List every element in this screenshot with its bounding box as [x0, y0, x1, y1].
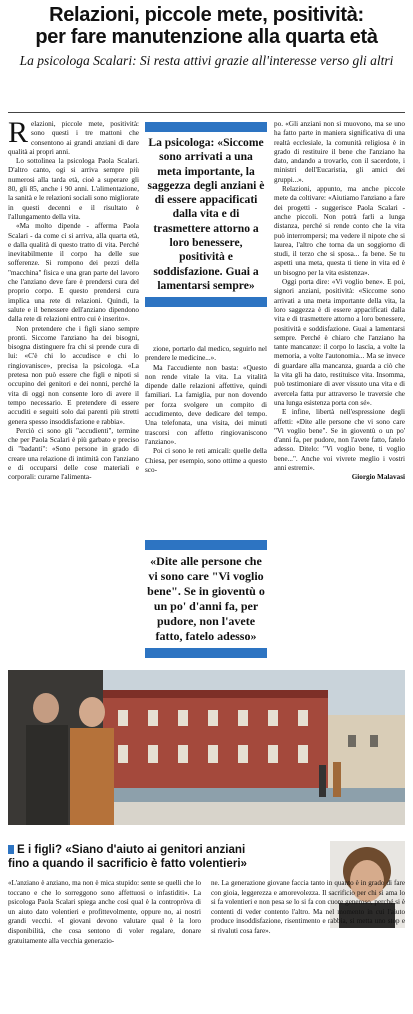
- venice-canal-photo: [8, 670, 405, 825]
- article-column-2: [145, 345, 267, 530]
- lead-paragraph: Relazioni, piccole mete, positività: sono questi i tre mattoni che consentono ai grandi anziani di dare qualità ai propri anni.: [8, 120, 139, 156]
- paragraph: Non pretendere che i figli siano sempre pronti. Siccome l'anziano ha dei bisogni, bisogna distinguere fra chi si prende cura di lui: «C'è chi lo accudisce e chi lo ringiovanisce», precisa la psicologa. «La pretesa non può essere che figli e nipoti si occupino dei genitori e dei nonni, perché la vita di oggi non consente loro di avere il tempo necessario. E pretendere di essere accuditi e seguiti solo dai parenti più stretti genera spesso insoddisfazione e rabbia».: [8, 324, 139, 426]
- byline: Giorgio Malavasi: [351, 473, 405, 482]
- quote-bar: [145, 648, 267, 658]
- paragraph: «Ma molto dipende - afferma Paola Scalari - da come ci si arriva, alla quarta età, e dalla qualità di questo tratto di vita. Perché inevitabilmente il corpo ha delle sue sofferenze. Si rompono dei pezzi della "macchina" fisica e una gran parte del lavoro che l'anziano deve fare è prendersi cura del proprio corpo. E questo prendersi cura implica una rete di relazioni. Quindi, la salute e il benessere dell'anziano dipendono dalla rete di relazioni entro cui è inserito».: [8, 222, 139, 324]
- paragraph: Lo sottolinea la psicologa Paola Scalari. D'altro canto, ogi si arriva sempre più numerosi alla tarda età, cioè a superare gli 80, gli 85, anche i 90 anni. L'alimentazione, la sanità e le relazioni sociali sono migliorate in questi decenni e il risultato è l'allungamento della vita.: [8, 157, 139, 221]
- quote-bar: [145, 297, 267, 307]
- dropcap: R: [8, 120, 29, 149]
- paragraph: Ma l'accudiente non basta: «Questo non rende vitale la vita. La vitalità dipende dalle relazioni affettive, quindi familiari. La famiglia, pur non dovendo per forza svolgere un compito di accudimento, deve dedicare del tempo. Una telefonata, una visita, dei minuti trascorsi con affetto ringiovaniscono l'anziano».: [145, 363, 267, 446]
- box-marker: [8, 845, 14, 854]
- quote-bar: [145, 540, 267, 550]
- top-divider: [8, 112, 405, 113]
- paragraph: po. «Gli anziani non si muovono, ma se uno ha fatto parte in maniera significativa di una realtà ecclesiale, la comunità religiosa è in grado di restituire il bene che l'anziano ha dato, andando a trovarlo, con il sacerdote, i ministri dell'Eucaristia, gli amici dei gruppi...».: [274, 120, 405, 184]
- pull-quote-text: «Dite alle persone che vi sono care "Vi voglio bene". Se in gioventù o un po' d'anni fa, per pudore, non l'avete fatto, fatelo adesso»: [147, 554, 265, 643]
- paragraph: Perciò ci sono gli "accudienti", termine che per Paola Scalari è più garbato e preciso di "badanti": «Sono persone in grado di creare una relazione di intimità con l'anziano e di occuparsi delle cose materiali e corporali: curarne l'alimenta-: [8, 426, 139, 482]
- pull-quote-2: [145, 540, 267, 658]
- headline-line-1: Relazioni, piccole mete, positività:: [49, 4, 364, 26]
- paragraph: Oggi porta dire: «Vi voglio bene». E poi, signori anziani, positività: «Siccome sono arrivati a una meta importante della vita, la loro saggezza è di essere appacificati dalla vita e di trasmettere attorno a loro benessere, positività e soddisfazione. Guai a lamentarsi sempre. Perché è chiaro che l'anziano ha tante mancanze: il corpo lo lascia, a volte la memoria, a volte l'autonomia... Ma se invece di guardare alla mancanza, guarda a ciò che la vita gli ha dato, restituisce vita. Insomma, può testimoniare di aver vissuto una vita e di avercela fatta pur attraverso le traversie che una lunga esistenza porta con sé».: [274, 278, 405, 407]
- box-title: E i figli? «Siano d'aiuto ai genitori anziani fino a quando il sacrificio è fatto volentieri»: [8, 843, 248, 870]
- paragraph: Relazioni, appunto, ma anche piccole mete da coltivare: «Aiutiamo l'anziano a fare dei progetti - suggerisce Paola Scalari - anche piccoli. Non potrà farli a lunga distanza, perché si rende conto che la vita può interrompersi; ma vedere il nipote che si laurea, l'altro che torna da un soggiorno di studi, il terzo che si sposa... fa bene. Se tu aspetti una meta, questa ti tiene in vita ed è un bisogno per la vita esistenza».: [274, 185, 405, 277]
- box-column-1: «L'anziano è anziano, ma non è mica stupido: sente se quelli che lo toccano e che lo sorreggono sono affettuosi o infastiditi». La psicologa Paola Scalari spiega anche così qual è la contropròva di un aiuto dato volentieri e profittevolmente, oppure no, ai nostri grandi vecchi. «I giovani devono valutare qual è la loro disponibilità, che cosa sentono di voler regalare, donare gratuitamente alla vecchia generazio-: [8, 879, 201, 945]
- box-column-2: ne. La generazione giovane faccia tanto in quanto è in grado di fare con gioia, leggerezza e amorevolezza. Il sacrificio per chi si ama lo si fa volentieri e non pesa se lo si fa con cuore generoso, perché si è contenti di veder contento l'altro. Ma nel momento in cui l'aiuto produce insoddisfazione, risentimento e rabbia, si metta uno stop e si rivaluti cosa fare».: [211, 879, 405, 935]
- quote-bar: [145, 122, 267, 132]
- pull-quote-text: La psicologa: «Siccome sono arrivati a una meta importante, la saggezza degli anziani è di essere appacificati dalla vita e di trasmettere attorno a loro benessere, positività e soddisfazione. Guai a lamentarsi sempre»: [147, 136, 265, 292]
- pull-quote-1: [145, 122, 267, 307]
- paragraph: E infine, libertà nell'espressione degli affetti: «Dite alle persone che vi sono care "Vi voglio bene". Se in gioventù o un po' d'anni fa, per pudore, non l'avete fatto, fatelo adesso. Ditelo: "Vi voglio bene, ti voglio bene...". Anche voi vivrete meglio i vostri anni estremi».: [274, 408, 405, 472]
- article-column-3: [274, 120, 405, 665]
- article-column-1: [8, 120, 139, 660]
- headline: [6, 4, 407, 48]
- subheadline: La psicologa Scalari: Si resta attivi grazie all'interesse verso gli altri: [19, 53, 394, 68]
- headline-line-2: per fare manutenzione alla quarta età: [35, 26, 378, 48]
- paragraph: Poi ci sono le reti amicali: quelle della Chiesa, per esempio, sono ottime a questo sco-: [145, 447, 267, 474]
- paragraph: zione, portarlo dal medico, seguirlo nel prendere le medicine...».: [145, 345, 267, 363]
